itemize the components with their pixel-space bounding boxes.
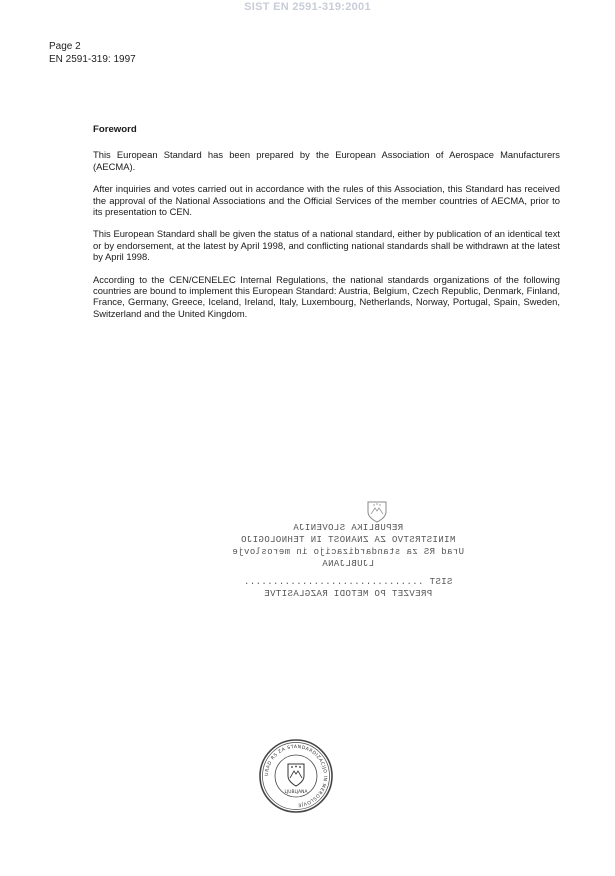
stamp-line-4: LJUBLJANA — [321, 559, 375, 569]
adoption-stamp — [228, 500, 615, 599]
foreword-paragraph-1: This European Standard has been prepared by the European Association of Aerospace Manufacturers (AECMA). — [93, 149, 560, 172]
page-header — [49, 40, 136, 66]
stamp-line-1: REPUBLIKA SLOVENIJA — [292, 523, 404, 533]
foreword-paragraph-3: This European Standard shall be given the status of a national standard, either by publication of an identical text or by endorsement, at the latest by April 1998, and conflicting national standards shall be withdrawn at the latest by April 1998. — [93, 228, 560, 263]
document-number: EN 2591-319: 1997 — [49, 54, 136, 65]
svg-text:URAD RS ZA STANDARDIZACIJO IN — [264, 744, 328, 808]
document-watermark: SIST EN 2591-319:2001 — [244, 1, 371, 13]
mirrored-stamp-text — [228, 500, 468, 600]
stamp-line-6: PREVZET PO METODI RAZGLASITVE — [263, 589, 433, 599]
coat-of-arms-icon — [366, 500, 388, 524]
stamp-line-2: MINISTRSTVO ZA ZNANOST IN TEHNOLOGIJO — [240, 535, 456, 545]
foreword-paragraph-4: According to the CEN/CENELEC Internal Regulations, the national standards organizations of the following countries are bound to implement this European Standard: Austria, Belgium, Czech Republic, Denmark, Finland, France, Germany, Greece, Iceland, Ireland, Italy, Luxembourg, Netherlands, Norway, Portugal, Spain, Sweden, Switzerland and the United Kingdom. — [93, 273, 560, 319]
seal-outer-text: URAD RS ZA STANDARDIZACIJO IN MEROSLOVJE — [264, 744, 328, 807]
page-number: Page 2 — [49, 41, 81, 52]
foreword-section — [93, 124, 560, 330]
stamp-line-5: SIST ............................... — [243, 577, 453, 587]
foreword-title: Foreword — [93, 124, 137, 135]
seal-inner-text: LJUBLJANA — [284, 790, 308, 795]
foreword-paragraph-2: After inquiries and votes carried out in accordance with the rules of this Association, this Standard has received the approval of the National Associations and the Official Services of the member countries of AECMA, prior to its presentation to CEN. — [93, 183, 560, 218]
stamp-line-3: Urad RS za standardizacijo in meroslovje — [231, 547, 465, 557]
official-seal-icon — [258, 738, 334, 814]
